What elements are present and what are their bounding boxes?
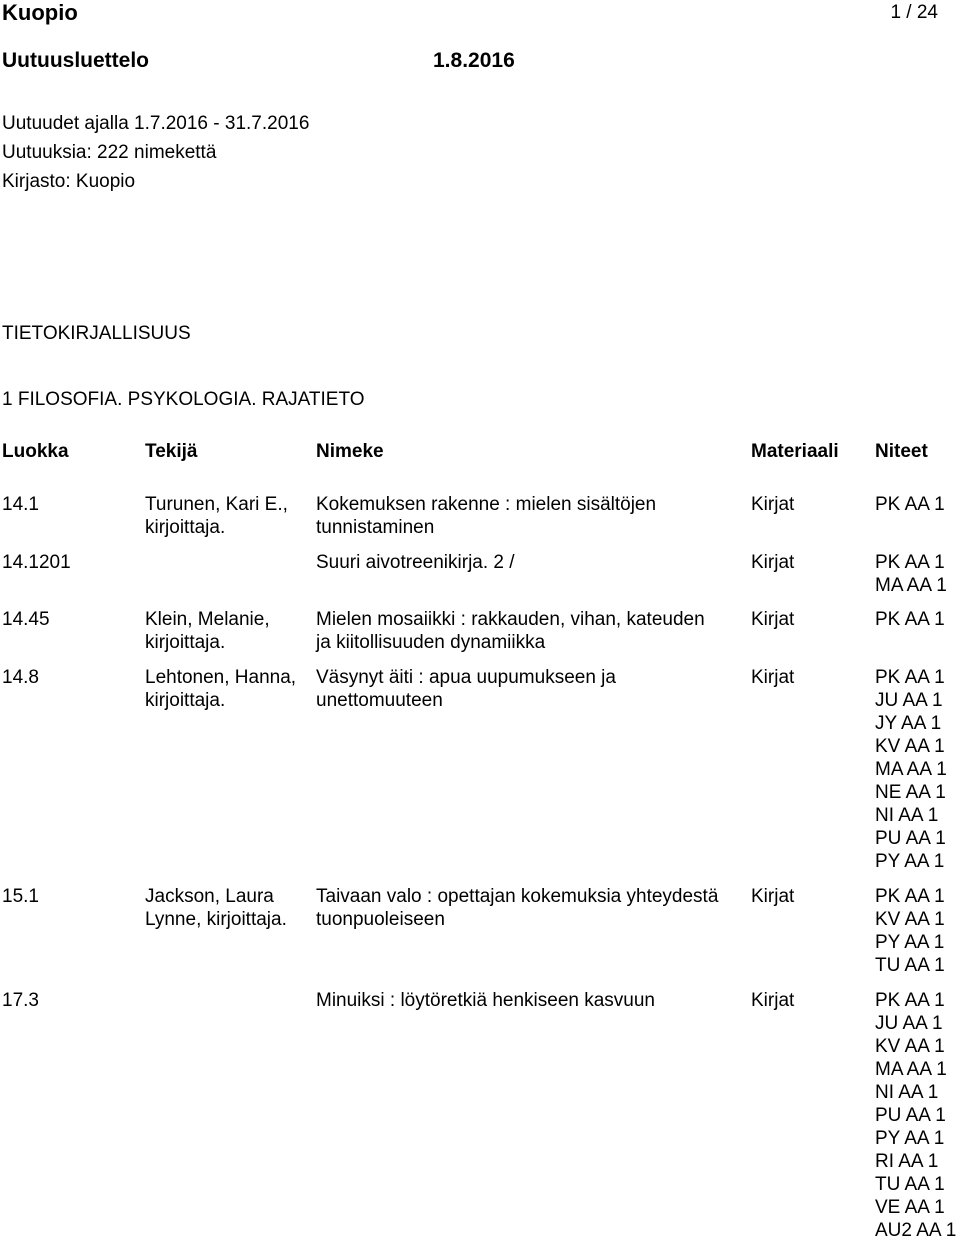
volume-entry: RI AA 1: [875, 1151, 939, 1172]
row-volumes: [875, 989, 960, 1242]
title-line: ja kiitollisuuden dynamiikka: [316, 632, 546, 653]
row-title: [316, 608, 756, 654]
volume-entry: PU AA 1: [875, 828, 946, 849]
row-class: 14.8: [2, 667, 39, 688]
row-material: Kirjat: [751, 552, 795, 573]
volume-entry: KV AA 1: [875, 909, 945, 930]
author-line: Lynne, kirjoittaja.: [145, 909, 287, 930]
volume-entry: KV AA 1: [875, 736, 945, 757]
volume-entry: MA AA 1: [875, 759, 947, 780]
author-line: Lehtonen, Hanna,: [145, 667, 297, 688]
volume-entry: NE AA 1: [875, 782, 946, 803]
volume-entry: KV AA 1: [875, 1036, 945, 1057]
column-header-material: Materiaali: [751, 441, 839, 462]
column-header-title: Nimeke: [316, 441, 384, 462]
count-line: Uutuuksia: 222 nimekettä: [2, 142, 217, 163]
volume-entry: MA AA 1: [875, 1059, 947, 1080]
row-author: [145, 493, 310, 539]
title-line: Suuri aivotreenikirja. 2 /: [316, 552, 515, 573]
row-title: [316, 666, 756, 712]
row-author: [145, 885, 310, 931]
column-header-author: Tekijä: [145, 441, 198, 462]
period-line: Uutuudet ajalla 1.7.2016 - 31.7.2016: [2, 113, 310, 134]
row-class: 17.3: [2, 990, 39, 1011]
library-name: Kuopio: [2, 0, 78, 25]
row-title: [316, 493, 756, 539]
section-heading: 1 FILOSOFIA. PSYKOLOGIA. RAJATIETO: [2, 389, 365, 410]
column-header-volumes: Niteet: [875, 441, 928, 462]
row-title: [316, 885, 756, 931]
row-title: [316, 989, 756, 1012]
row-class: 15.1: [2, 886, 39, 907]
volume-entry: TU AA 1: [875, 955, 945, 976]
row-volumes: [875, 493, 960, 516]
volume-entry: PK AA 1: [875, 609, 945, 630]
title-line: tuonpuoleiseen: [316, 909, 445, 930]
row-class: 14.1: [2, 494, 39, 515]
author-line: Jackson, Laura: [145, 886, 274, 907]
title-line: Kokemuksen rakenne : mielen sisältöjen: [316, 494, 657, 515]
library-line: Kirjasto: Kuopio: [2, 171, 136, 192]
volume-entry: AU2 AA 1: [875, 1220, 957, 1241]
author-line: Klein, Melanie,: [145, 609, 270, 630]
list-date: 1.8.2016: [433, 49, 515, 72]
title-line: Minuiksi : löytöretkiä henkiseen kasvuun: [316, 990, 656, 1011]
row-material: Kirjat: [751, 886, 795, 907]
volume-entry: JU AA 1: [875, 690, 943, 711]
volume-entry: JU AA 1: [875, 1013, 943, 1034]
row-volumes: [875, 666, 960, 873]
title-line: unettomuuteen: [316, 690, 443, 711]
row-title: [316, 551, 756, 574]
title-line: Väsynyt äiti : apua uupumukseen ja: [316, 667, 616, 688]
volume-entry: PK AA 1: [875, 552, 945, 573]
author-line: kirjoittaja.: [145, 632, 226, 653]
volume-entry: PU AA 1: [875, 1105, 946, 1126]
row-volumes: [875, 551, 960, 597]
volume-entry: VE AA 1: [875, 1197, 945, 1218]
volume-entry: MA AA 1: [875, 575, 947, 596]
author-line: kirjoittaja.: [145, 690, 226, 711]
volume-entry: JY AA 1: [875, 713, 942, 734]
row-author: [145, 666, 310, 712]
row-class: 14.1201: [2, 552, 71, 573]
volume-entry: PY AA 1: [875, 851, 945, 872]
row-volumes: [875, 885, 960, 977]
volume-entry: PY AA 1: [875, 1128, 945, 1149]
column-header-class: Luokka: [2, 441, 69, 462]
author-line: kirjoittaja.: [145, 517, 226, 538]
list-title: Uutuusluettelo: [2, 49, 149, 72]
author-line: Turunen, Kari E.,: [145, 494, 288, 515]
volume-entry: PK AA 1: [875, 886, 945, 907]
volume-entry: TU AA 1: [875, 1174, 945, 1195]
row-material: Kirjat: [751, 990, 795, 1011]
title-line: Taivaan valo : opettajan kokemuksia yhteydestä: [316, 886, 719, 907]
category-heading: TIETOKIRJALLISUUS: [2, 323, 191, 344]
row-material: Kirjat: [751, 494, 795, 515]
volume-entry: PK AA 1: [875, 667, 945, 688]
row-material: Kirjat: [751, 667, 795, 688]
volume-entry: PK AA 1: [875, 494, 945, 515]
volume-entry: PK AA 1: [875, 990, 945, 1011]
title-line: tunnistaminen: [316, 517, 435, 538]
row-author: [145, 608, 310, 654]
row-volumes: [875, 608, 960, 631]
row-class: 14.45: [2, 609, 50, 630]
title-line: Mielen mosaiikki : rakkauden, vihan, kateuden: [316, 609, 705, 630]
volume-entry: PY AA 1: [875, 932, 945, 953]
row-material: Kirjat: [751, 609, 795, 630]
volume-entry: NI AA 1: [875, 805, 939, 826]
page-indicator: 1 / 24: [890, 2, 938, 23]
volume-entry: NI AA 1: [875, 1082, 939, 1103]
